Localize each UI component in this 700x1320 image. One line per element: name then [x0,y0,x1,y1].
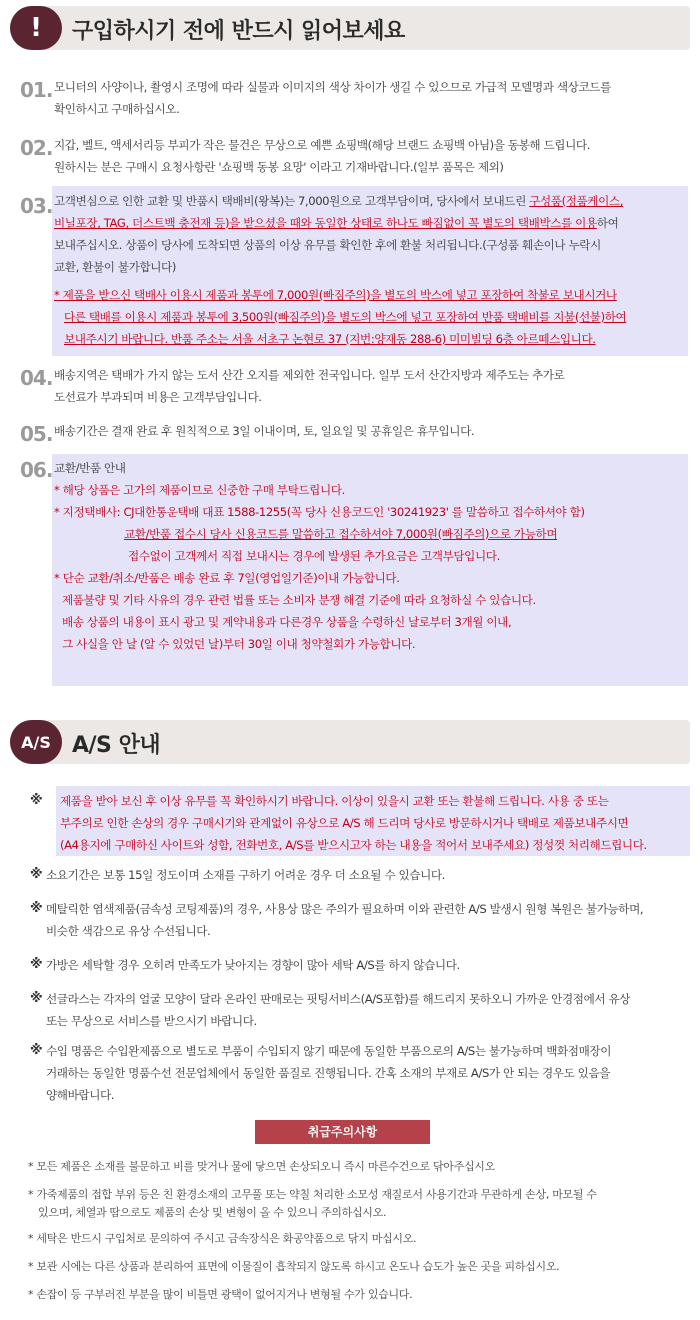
care-item [28,1286,688,1304]
text-line: * 해당 상품은 고가의 제품이므로 신중한 구매 부탁드립니다. [54,483,345,497]
text-line: 소요기간은 보통 15일 정도이며 소재를 구하기 어려운 경우 더 소요될 수 있습니다. [46,868,445,882]
text-line: 선글라스는 각자의 얼굴 모양이 달라 온라인 판매로는 핏팅서비스(A/S포함)를 해드리지 못하오니 가까운 안경점에서 유상 [46,992,631,1006]
text-line: 지갑, 벨트, 액세서리등 부피가 작은 물건은 무상으로 예쁜 쇼핑백(해당 브랜드 쇼핑백 아님)을 동봉해 드립니다. [54,138,590,152]
text-segment: 비닐포장, TAG, 더스트백 충전재 등)을 받으셨을 때와 동일한 상태로 하나도 빠짐없이 꼭 별도의 택배박스를 이용 [54,216,597,230]
reference-mark-icon: ※ [30,991,43,1006]
text-line: * 모든 제품은 소재를 불문하고 비를 맞거나 물에 닿으면 손상되오니 즉시 마른수건으로 닦아주십시오 [28,1160,495,1173]
text-line: 있으며, 체열과 땀으로도 제품의 손상 및 변형이 올 수 있으니 주의하십시오. [38,1206,387,1219]
item-number: 03. [20,194,53,218]
text-line: * 제품을 받으신 택배사 이용시 제품과 봉투에 7,000원(빠짐주의)을 별도의 박스에 넣고 포장하여 착불로 보내시거나 [54,288,617,302]
text-line [54,212,686,234]
text-line: * 지정택배사: CJ대한통운택배 대표 1588-1255(꼭 당사 신용코드인 '30241923' 를 말씀하고 접수하셔야 함) [54,505,585,519]
text-line: 그 사실을 안 날 (알 수 있었던 날)부터 30일 이내 청약철회가 가능합니다. [62,637,416,651]
text-line: 배송 상품의 내용이 표시 광고 및 계약내용과 다른경우 상품을 수령하신 날로부터 3개월 이내, [62,615,512,629]
as-item-text [46,898,686,942]
text-line: 비슷한 색감으로 유상 수선됩니다. [46,924,211,938]
text-line [54,190,686,212]
care-item [28,1230,688,1248]
item-number: 02. [20,136,53,160]
item-number: 05. [20,422,53,446]
item-number: 06. [20,458,53,482]
notice-item-02 [54,134,686,178]
as-item-text [46,1040,686,1106]
text-line: 가방은 세탁할 경우 오히려 만족도가 낮아지는 경향이 많아 세탁 A/S를 하지 않습니다. [46,958,460,972]
reference-mark-icon: ※ [30,901,43,916]
item-number: 04. [20,366,53,390]
care-item [28,1186,688,1222]
text-line: 교환/반품 접수시 당사 신용코드를 말씀하고 접수하셔야 7,000원(빠짐주의)으로 가능하며 [124,527,558,541]
exclamation-icon: ! [10,6,62,50]
text-line: 배송기간은 결재 완료 후 원칙적으로 3일 이내이며, 토, 일요일 및 공휴일은 휴무입니다. [54,424,475,438]
item-number: 01. [20,78,53,102]
as-banner [10,720,690,764]
care-item [28,1258,688,1276]
text-line: 제품불량 및 기타 사유의 경우 관련 법률 또는 소비자 분쟁 해결 기준에 따라 요청하실 수 있습니다. [62,593,536,607]
as-badge-icon: A/S [10,720,62,764]
text-line: 또는 무상으로 서비스를 받으시기 바랍니다. [46,1014,257,1028]
care-item [28,1158,688,1176]
text-line: 보내주시기 바랍니다. 반품 주소는 서울 서초구 논현로 37 (지번:양재동 288-6) 미미빌딩 6층 아르떼스입니다. [64,332,596,346]
section-heading: 교환/반품 안내 [54,461,126,475]
text-line: 다른 택배를 이용시 제품과 봉투에 3,500원(빠짐주의)을 별도의 박스에 넣고 포장하여 반품 택배비를 지불(선불)하여 [64,310,627,324]
notice-banner [10,6,690,50]
text-line: 교환, 환불이 불가합니다) [54,260,176,274]
as-notice-text [60,790,686,856]
reference-mark-icon: ※ [30,957,43,972]
text-line: * 세탁은 반드시 구입처로 문의하여 주시고 금속장식은 화공약품으로 닦지 마십시오. [28,1232,417,1245]
notice-item-01 [54,76,686,120]
as-title: A/S 안내 [72,733,161,758]
text-line: 보내주십시오. 상품이 당사에 도착되면 상품의 이상 유무를 확인한 후에 환불 처리됩니다.(구성품 훼손이나 누락시 [54,238,601,252]
text-line: * 보관 시에는 다른 상품과 분리하여 표면에 이물질이 흡착되지 않도록 하시고 온도나 습도가 높은 곳을 피하십시오. [28,1260,560,1273]
text-line: 부주의로 인한 손상의 경우 구매시기와 관계없이 유상으로 A/S 해 드리며 당사로 방문하시거나 택배로 제품보내주시면 [60,816,629,830]
notice-item-03 [54,190,686,350]
reference-mark-icon: ※ [30,793,43,808]
notice-title: 구입하시기 전에 반드시 읽어보세요 [72,19,405,44]
text-segment: 구성품(정품케이스, [529,194,623,208]
text-line: 확인하시고 구매하십시오. [54,102,180,116]
notice-item-06 [54,457,686,655]
text-line: 접수없이 고객께서 직접 보내시는 경우에 발생된 추가요금은 고객부담입니다. [128,549,500,563]
text-line: 거래하는 동일한 명품수선 전문업체에서 동일한 품질로 진행됩니다. 간혹 소재의 부재로 A/S가 안 되는 경우도 있음을 [46,1066,611,1080]
text-segment: 하여 [596,216,619,230]
as-item-text [46,988,686,1032]
care-title: 취급주의사항 [255,1120,430,1144]
as-item-text [46,954,686,976]
as-item-text [46,864,686,886]
text-line: 모니터의 사양이나, 촬영시 조명에 따라 실물과 이미지의 색상 차이가 생길 수 있으므로 가급적 모델명과 색상코드를 [54,80,611,94]
text-line: 원하시는 분은 구매시 요청사항란 '쇼핑백 동봉 요망' 이라고 기재바랍니다.(일부 품목은 제외) [54,160,504,174]
text-line: 수입 명품은 수입완제품으로 별도로 부품이 수입되지 않기 때문에 동일한 부품으로의 A/S는 불가능하며 백화점매장이 [46,1044,612,1058]
text-line: * 가죽제품의 접합 부위 등은 친 환경소재의 고무풀 또는 약칠 처리한 소모성 재질로서 사용기간과 무관하게 손상, 마모될 수 [28,1188,597,1201]
text-line: * 단순 교환/취소/반품은 배송 완료 후 7일(영업일기준)이내 가능합니다. [54,571,400,585]
text-line: 제품을 받아 보신 후 이상 유무를 꼭 확인하시기 바랍니다. 이상이 있을시 교환 또는 환불해 드립니다. 사용 중 또는 [60,794,609,808]
text-segment: 고객변심으로 인한 교환 및 반품시 택배비(왕복)는 7,000원으로 고객부담이며, 당사에서 보내드린 [54,194,530,208]
text-line: 배송지역은 택배가 가지 않는 도서 산간 오지를 제외한 전국입니다. 일부 도서 산간지방과 제주도는 추가로 [54,368,565,382]
text-line: 메탈릭한 염색제품(금속성 코팅제품)의 경우, 사용상 많은 주의가 필요하며 이와 관련한 A/S 발생시 원형 복원은 불가능하며, [46,902,644,916]
text-line: 도선료가 부과되며 비용은 고객부담입니다. [54,390,262,404]
text-line: (A4용지에 구매하신 사이트와 성함, 전화번호, A/S를 받으시고자 하는 내용을 적어서 보내주세요) 정성껏 처리해드립니다. [60,838,647,852]
text-line: 양해바랍니다. [46,1088,115,1102]
reference-mark-icon: ※ [30,867,43,882]
reference-mark-icon: ※ [30,1043,43,1058]
notice-item-04 [54,364,686,408]
notice-item-05 [54,420,686,442]
text-line: * 손잡이 등 구부러진 부분을 많이 비틀면 광택이 없어지거나 변형될 수가 있습니다. [28,1288,413,1301]
